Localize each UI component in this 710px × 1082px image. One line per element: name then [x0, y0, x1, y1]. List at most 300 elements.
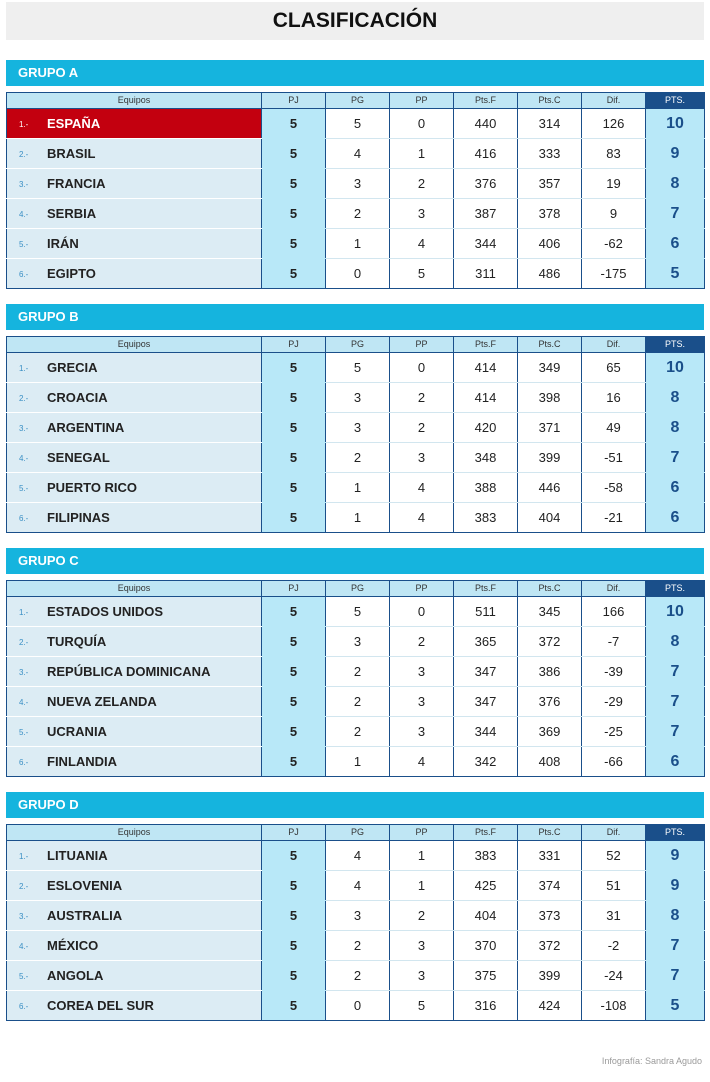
team-name: SENEGAL	[47, 450, 110, 466]
position-label: 2.-	[19, 637, 29, 647]
pts-cell: 7	[646, 199, 705, 229]
dif-cell: 51	[582, 871, 646, 901]
position-label: 4.-	[19, 453, 29, 463]
ptsc-cell: 376	[518, 687, 582, 717]
ptsf-cell: 311	[454, 259, 518, 289]
pg-cell: 0	[326, 259, 390, 289]
position-label: 1.-	[19, 119, 29, 129]
pp-cell: 3	[390, 687, 454, 717]
column-header-dif: Dif.	[582, 93, 646, 109]
team-cell	[7, 687, 262, 717]
team-cell	[7, 657, 262, 687]
team-cell	[7, 473, 262, 503]
group-title: GRUPO C	[6, 548, 704, 574]
team-name: EGIPTO	[47, 266, 96, 282]
pp-cell: 2	[390, 901, 454, 931]
column-header-pj: PJ	[262, 93, 326, 109]
column-header-dif: Dif.	[582, 581, 646, 597]
ptsc-cell: 446	[518, 473, 582, 503]
pj-cell: 5	[262, 717, 326, 747]
column-header-pts: PTS.	[646, 93, 705, 109]
column-header-ptsf: Pts.F	[454, 581, 518, 597]
team-cell	[7, 139, 262, 169]
column-header-pts: PTS.	[646, 337, 705, 353]
dif-cell: -24	[582, 961, 646, 991]
pp-cell: 2	[390, 169, 454, 199]
pts-cell: 5	[646, 991, 705, 1021]
standings-table	[6, 336, 705, 533]
position-label: 1.-	[19, 607, 29, 617]
pts-cell: 10	[646, 597, 705, 627]
team-name: PUERTO RICO	[47, 480, 138, 496]
column-header-pp: PP	[390, 93, 454, 109]
ptsf-cell: 383	[454, 841, 518, 871]
team-cell	[7, 383, 262, 413]
team-name: AUSTRALIA	[47, 908, 123, 924]
table-row	[7, 687, 705, 717]
team-cell	[7, 353, 262, 383]
table-row	[7, 259, 705, 289]
dif-cell: -25	[582, 717, 646, 747]
team-cell	[7, 871, 262, 901]
column-header-pp: PP	[390, 337, 454, 353]
position-label: 2.-	[19, 881, 29, 891]
team-name: FINLANDIA	[47, 754, 118, 770]
pg-cell: 3	[326, 627, 390, 657]
ptsc-cell: 404	[518, 503, 582, 533]
ptsc-cell: 345	[518, 597, 582, 627]
pts-cell: 8	[646, 383, 705, 413]
column-header-pg: PG	[326, 337, 390, 353]
ptsf-cell: 404	[454, 901, 518, 931]
pg-cell: 2	[326, 961, 390, 991]
column-header-pj: PJ	[262, 825, 326, 841]
pts-cell: 8	[646, 627, 705, 657]
dif-cell: -175	[582, 259, 646, 289]
team-cell	[7, 841, 262, 871]
column-header-pg: PG	[326, 825, 390, 841]
pg-cell: 2	[326, 687, 390, 717]
ptsc-cell: 372	[518, 627, 582, 657]
dif-cell: 31	[582, 901, 646, 931]
ptsf-cell: 344	[454, 717, 518, 747]
pts-cell: 10	[646, 353, 705, 383]
pj-cell: 5	[262, 991, 326, 1021]
position-label: 2.-	[19, 149, 29, 159]
team-cell	[7, 717, 262, 747]
pj-cell: 5	[262, 229, 326, 259]
table-row	[7, 627, 705, 657]
pg-cell: 4	[326, 139, 390, 169]
pg-cell: 1	[326, 473, 390, 503]
pj-cell: 5	[262, 841, 326, 871]
dif-cell: -39	[582, 657, 646, 687]
ptsc-cell: 386	[518, 657, 582, 687]
pp-cell: 3	[390, 717, 454, 747]
team-cell	[7, 503, 262, 533]
pg-cell: 2	[326, 931, 390, 961]
team-name: CROACIA	[47, 390, 108, 406]
team-cell	[7, 991, 262, 1021]
position-label: 5.-	[19, 727, 29, 737]
position-label: 1.-	[19, 363, 29, 373]
ptsc-cell: 378	[518, 199, 582, 229]
team-cell	[7, 901, 262, 931]
table-row	[7, 109, 705, 139]
dif-cell: -62	[582, 229, 646, 259]
pj-cell: 5	[262, 353, 326, 383]
team-name: COREA DEL SUR	[47, 998, 154, 1014]
ptsf-cell: 414	[454, 383, 518, 413]
pj-cell: 5	[262, 139, 326, 169]
group-title: GRUPO B	[6, 304, 704, 330]
ptsf-cell: 416	[454, 139, 518, 169]
position-label: 3.-	[19, 179, 29, 189]
pj-cell: 5	[262, 503, 326, 533]
pj-cell: 5	[262, 199, 326, 229]
position-label: 1.-	[19, 851, 29, 861]
pp-cell: 1	[390, 871, 454, 901]
pp-cell: 3	[390, 657, 454, 687]
dif-cell: 65	[582, 353, 646, 383]
table-row	[7, 229, 705, 259]
pg-cell: 2	[326, 443, 390, 473]
column-header-ptsf: Pts.F	[454, 825, 518, 841]
ptsf-cell: 347	[454, 687, 518, 717]
team-name: GRECIA	[47, 360, 98, 376]
position-label: 2.-	[19, 393, 29, 403]
ptsf-cell: 316	[454, 991, 518, 1021]
pj-cell: 5	[262, 627, 326, 657]
team-cell	[7, 109, 262, 139]
team-name: REPÚBLICA DOMINICANA	[47, 664, 211, 680]
position-label: 4.-	[19, 209, 29, 219]
credit: Infografía: Sandra Agudo	[601, 1056, 702, 1066]
ptsc-cell: 372	[518, 931, 582, 961]
dif-cell: -21	[582, 503, 646, 533]
ptsc-cell: 486	[518, 259, 582, 289]
column-header-ptsc: Pts.C	[518, 337, 582, 353]
pj-cell: 5	[262, 901, 326, 931]
table-row	[7, 139, 705, 169]
ptsf-cell: 414	[454, 353, 518, 383]
pp-cell: 3	[390, 931, 454, 961]
column-header-dif: Dif.	[582, 825, 646, 841]
ptsf-cell: 420	[454, 413, 518, 443]
pts-cell: 6	[646, 747, 705, 777]
pp-cell: 2	[390, 383, 454, 413]
standings-table	[6, 824, 705, 1021]
table-row	[7, 657, 705, 687]
team-name: IRÁN	[47, 236, 79, 252]
ptsc-cell: 371	[518, 413, 582, 443]
team-name: TURQUÍA	[47, 634, 107, 650]
table-row	[7, 169, 705, 199]
team-cell	[7, 961, 262, 991]
dif-cell: -66	[582, 747, 646, 777]
team-cell	[7, 931, 262, 961]
pts-cell: 7	[646, 961, 705, 991]
dif-cell: 52	[582, 841, 646, 871]
pts-cell: 9	[646, 871, 705, 901]
pj-cell: 5	[262, 931, 326, 961]
ptsf-cell: 375	[454, 961, 518, 991]
pg-cell: 3	[326, 413, 390, 443]
group-a	[6, 60, 704, 289]
position-label: 3.-	[19, 911, 29, 921]
pp-cell: 1	[390, 139, 454, 169]
team-name: NUEVA ZELANDA	[47, 694, 157, 710]
ptsc-cell: 357	[518, 169, 582, 199]
position-label: 6.-	[19, 757, 29, 767]
pts-cell: 6	[646, 473, 705, 503]
ptsf-cell: 342	[454, 747, 518, 777]
team-cell	[7, 199, 262, 229]
team-name: FRANCIA	[47, 176, 106, 192]
pts-cell: 5	[646, 259, 705, 289]
pp-cell: 3	[390, 443, 454, 473]
group-c	[6, 548, 704, 777]
table-row	[7, 871, 705, 901]
pp-cell: 5	[390, 259, 454, 289]
pg-cell: 4	[326, 841, 390, 871]
pp-cell: 4	[390, 503, 454, 533]
ptsf-cell: 383	[454, 503, 518, 533]
position-label: 3.-	[19, 667, 29, 677]
team-name: ESLOVENIA	[47, 878, 123, 894]
team-name: FILIPINAS	[47, 510, 110, 526]
pg-cell: 2	[326, 717, 390, 747]
table-row	[7, 717, 705, 747]
pts-cell: 7	[646, 443, 705, 473]
ptsf-cell: 425	[454, 871, 518, 901]
team-cell	[7, 443, 262, 473]
team-cell	[7, 413, 262, 443]
pp-cell: 2	[390, 413, 454, 443]
pj-cell: 5	[262, 109, 326, 139]
team-cell	[7, 169, 262, 199]
column-header-ptsf: Pts.F	[454, 337, 518, 353]
table-row	[7, 413, 705, 443]
ptsf-cell: 370	[454, 931, 518, 961]
column-header-pts: PTS.	[646, 581, 705, 597]
ptsf-cell: 511	[454, 597, 518, 627]
table-row	[7, 931, 705, 961]
pj-cell: 5	[262, 169, 326, 199]
table-row	[7, 383, 705, 413]
team-cell	[7, 597, 262, 627]
team-name: BRASIL	[47, 146, 96, 162]
team-cell	[7, 229, 262, 259]
table-row	[7, 443, 705, 473]
pg-cell: 3	[326, 901, 390, 931]
column-header-ptsc: Pts.C	[518, 93, 582, 109]
pg-cell: 0	[326, 991, 390, 1021]
pg-cell: 5	[326, 597, 390, 627]
team-name: MÉXICO	[47, 938, 99, 954]
team-cell	[7, 627, 262, 657]
column-header-ptsc: Pts.C	[518, 581, 582, 597]
pts-cell: 6	[646, 503, 705, 533]
pg-cell: 1	[326, 503, 390, 533]
position-label: 5.-	[19, 971, 29, 981]
team-name: ARGENTINA	[47, 420, 125, 436]
column-header-team: Equipos	[7, 93, 262, 109]
column-header-ptsc: Pts.C	[518, 825, 582, 841]
ptsf-cell: 365	[454, 627, 518, 657]
group-b	[6, 304, 704, 533]
pj-cell: 5	[262, 259, 326, 289]
table-row	[7, 841, 705, 871]
ptsf-cell: 347	[454, 657, 518, 687]
pts-cell: 8	[646, 901, 705, 931]
ptsc-cell: 349	[518, 353, 582, 383]
table-row	[7, 473, 705, 503]
ptsf-cell: 387	[454, 199, 518, 229]
page-title: CLASIFICACIÓN	[6, 2, 704, 40]
column-header-pts: PTS.	[646, 825, 705, 841]
standings-table	[6, 580, 705, 777]
column-header-pj: PJ	[262, 337, 326, 353]
pp-cell: 0	[390, 109, 454, 139]
table-row	[7, 503, 705, 533]
team-name: LITUANIA	[47, 848, 108, 864]
position-label: 5.-	[19, 483, 29, 493]
pj-cell: 5	[262, 473, 326, 503]
team-name: UCRANIA	[47, 724, 107, 740]
pg-cell: 1	[326, 229, 390, 259]
pj-cell: 5	[262, 871, 326, 901]
pg-cell: 4	[326, 871, 390, 901]
column-header-pp: PP	[390, 581, 454, 597]
ptsc-cell: 406	[518, 229, 582, 259]
ptsc-cell: 399	[518, 961, 582, 991]
dif-cell: -29	[582, 687, 646, 717]
column-header-pj: PJ	[262, 581, 326, 597]
dif-cell: -108	[582, 991, 646, 1021]
table-row	[7, 353, 705, 383]
team-name: ESPAÑA	[47, 116, 101, 132]
ptsf-cell: 440	[454, 109, 518, 139]
ptsc-cell: 331	[518, 841, 582, 871]
pj-cell: 5	[262, 961, 326, 991]
team-cell	[7, 259, 262, 289]
pts-cell: 8	[646, 413, 705, 443]
ptsc-cell: 408	[518, 747, 582, 777]
column-header-team: Equipos	[7, 337, 262, 353]
team-name: SERBIA	[47, 206, 97, 222]
ptsf-cell: 348	[454, 443, 518, 473]
ptsc-cell: 369	[518, 717, 582, 747]
dif-cell: 166	[582, 597, 646, 627]
position-label: 5.-	[19, 239, 29, 249]
ptsc-cell: 333	[518, 139, 582, 169]
pp-cell: 2	[390, 627, 454, 657]
dif-cell: -7	[582, 627, 646, 657]
pp-cell: 4	[390, 473, 454, 503]
dif-cell: 16	[582, 383, 646, 413]
ptsc-cell: 399	[518, 443, 582, 473]
position-label: 4.-	[19, 941, 29, 951]
position-label: 6.-	[19, 513, 29, 523]
table-row	[7, 747, 705, 777]
pj-cell: 5	[262, 383, 326, 413]
ptsc-cell: 424	[518, 991, 582, 1021]
column-header-pg: PG	[326, 581, 390, 597]
pts-cell: 7	[646, 717, 705, 747]
pj-cell: 5	[262, 597, 326, 627]
table-row	[7, 961, 705, 991]
group-title: GRUPO A	[6, 60, 704, 86]
table-row	[7, 199, 705, 229]
pg-cell: 2	[326, 657, 390, 687]
pg-cell: 3	[326, 169, 390, 199]
standings-table	[6, 92, 705, 289]
ptsc-cell: 373	[518, 901, 582, 931]
dif-cell: -2	[582, 931, 646, 961]
column-header-ptsf: Pts.F	[454, 93, 518, 109]
pp-cell: 1	[390, 841, 454, 871]
pj-cell: 5	[262, 413, 326, 443]
pj-cell: 5	[262, 443, 326, 473]
pp-cell: 3	[390, 961, 454, 991]
column-header-dif: Dif.	[582, 337, 646, 353]
pts-cell: 9	[646, 841, 705, 871]
pg-cell: 2	[326, 199, 390, 229]
dif-cell: 49	[582, 413, 646, 443]
column-header-team: Equipos	[7, 581, 262, 597]
pg-cell: 3	[326, 383, 390, 413]
ptsc-cell: 374	[518, 871, 582, 901]
pg-cell: 1	[326, 747, 390, 777]
pg-cell: 5	[326, 353, 390, 383]
column-header-pg: PG	[326, 93, 390, 109]
column-header-pp: PP	[390, 825, 454, 841]
table-row	[7, 597, 705, 627]
pj-cell: 5	[262, 657, 326, 687]
ptsf-cell: 376	[454, 169, 518, 199]
pp-cell: 0	[390, 353, 454, 383]
position-label: 6.-	[19, 269, 29, 279]
column-header-team: Equipos	[7, 825, 262, 841]
position-label: 3.-	[19, 423, 29, 433]
pp-cell: 0	[390, 597, 454, 627]
pts-cell: 6	[646, 229, 705, 259]
pts-cell: 9	[646, 139, 705, 169]
pts-cell: 7	[646, 687, 705, 717]
pg-cell: 5	[326, 109, 390, 139]
position-label: 6.-	[19, 1001, 29, 1011]
pp-cell: 4	[390, 747, 454, 777]
group-title: GRUPO D	[6, 792, 704, 818]
pj-cell: 5	[262, 747, 326, 777]
pj-cell: 5	[262, 687, 326, 717]
position-label: 4.-	[19, 697, 29, 707]
pp-cell: 4	[390, 229, 454, 259]
pts-cell: 10	[646, 109, 705, 139]
dif-cell: 9	[582, 199, 646, 229]
pts-cell: 7	[646, 657, 705, 687]
dif-cell: 126	[582, 109, 646, 139]
pp-cell: 3	[390, 199, 454, 229]
group-d	[6, 792, 704, 1021]
ptsf-cell: 344	[454, 229, 518, 259]
dif-cell: 83	[582, 139, 646, 169]
pp-cell: 5	[390, 991, 454, 1021]
table-row	[7, 901, 705, 931]
ptsc-cell: 398	[518, 383, 582, 413]
dif-cell: 19	[582, 169, 646, 199]
